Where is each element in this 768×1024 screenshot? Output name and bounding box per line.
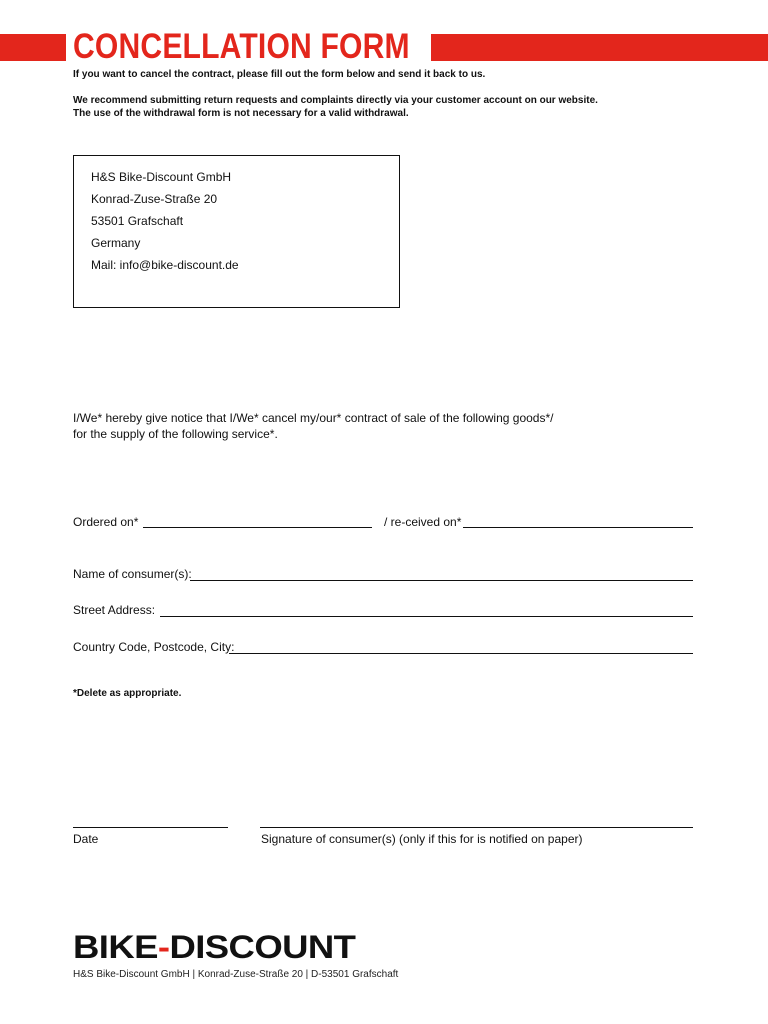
- street-address-label: Street Address:: [73, 603, 156, 617]
- header-accent-bar-right: [431, 34, 768, 61]
- intro-text: If you want to cancel the contract, please fill out the form below and send it back to us.: [73, 69, 486, 80]
- signature-field[interactable]: [260, 827, 693, 828]
- country-postcode-city-field[interactable]: [229, 653, 693, 654]
- logo-word-bike: BIKE: [73, 929, 158, 965]
- recipient-address-box: [73, 155, 400, 308]
- notice-line-1: I/We* hereby give notice that I/We* cancel my/our* contract of sale of the following goods*/: [73, 411, 554, 425]
- logo-dash: -: [157, 929, 170, 965]
- address-country: Germany: [91, 236, 141, 250]
- delete-note: *Delete as appropriate.: [73, 688, 182, 699]
- received-on-field[interactable]: [463, 527, 693, 528]
- street-address-field[interactable]: [160, 616, 693, 617]
- bike-discount-logo: [73, 929, 355, 965]
- received-on-label: / re-ceived on*: [384, 515, 462, 529]
- address-city: 53501 Grafschaft: [91, 214, 184, 228]
- consumer-name-label: Name of consumer(s):: [73, 567, 192, 581]
- address-street: Konrad-Zuse-Straße 20: [91, 192, 218, 206]
- ordered-on-label: Ordered on*: [73, 515, 139, 529]
- signature-label: Signature of consumer(s) (only if this for is notified on paper): [261, 832, 583, 846]
- date-field[interactable]: [73, 827, 228, 828]
- address-mail: Mail: info@bike-discount.de: [91, 258, 239, 272]
- footer-address: H&S Bike-Discount GmbH | Konrad-Zuse-Straße 20 | D-53501 Grafschaft: [73, 969, 399, 980]
- consumer-name-field[interactable]: [190, 580, 693, 581]
- recommend-text-2: The use of the withdrawal form is not necessary for a valid withdrawal.: [73, 108, 409, 119]
- recommend-text-1: We recommend submitting return requests and complaints directly via your customer account on our website.: [73, 95, 598, 106]
- country-postcode-city-label: Country Code, Postcode, City:: [73, 640, 235, 654]
- address-company: H&S Bike-Discount GmbH: [91, 170, 232, 184]
- notice-line-2: for the supply of the following service*.: [73, 427, 278, 441]
- form-title: CONCELLATION FORM: [73, 27, 410, 66]
- logo-word-discount: DISCOUNT: [169, 929, 356, 965]
- ordered-on-field[interactable]: [143, 527, 372, 528]
- date-label: Date: [73, 832, 99, 846]
- header-accent-bar-left: [0, 34, 66, 61]
